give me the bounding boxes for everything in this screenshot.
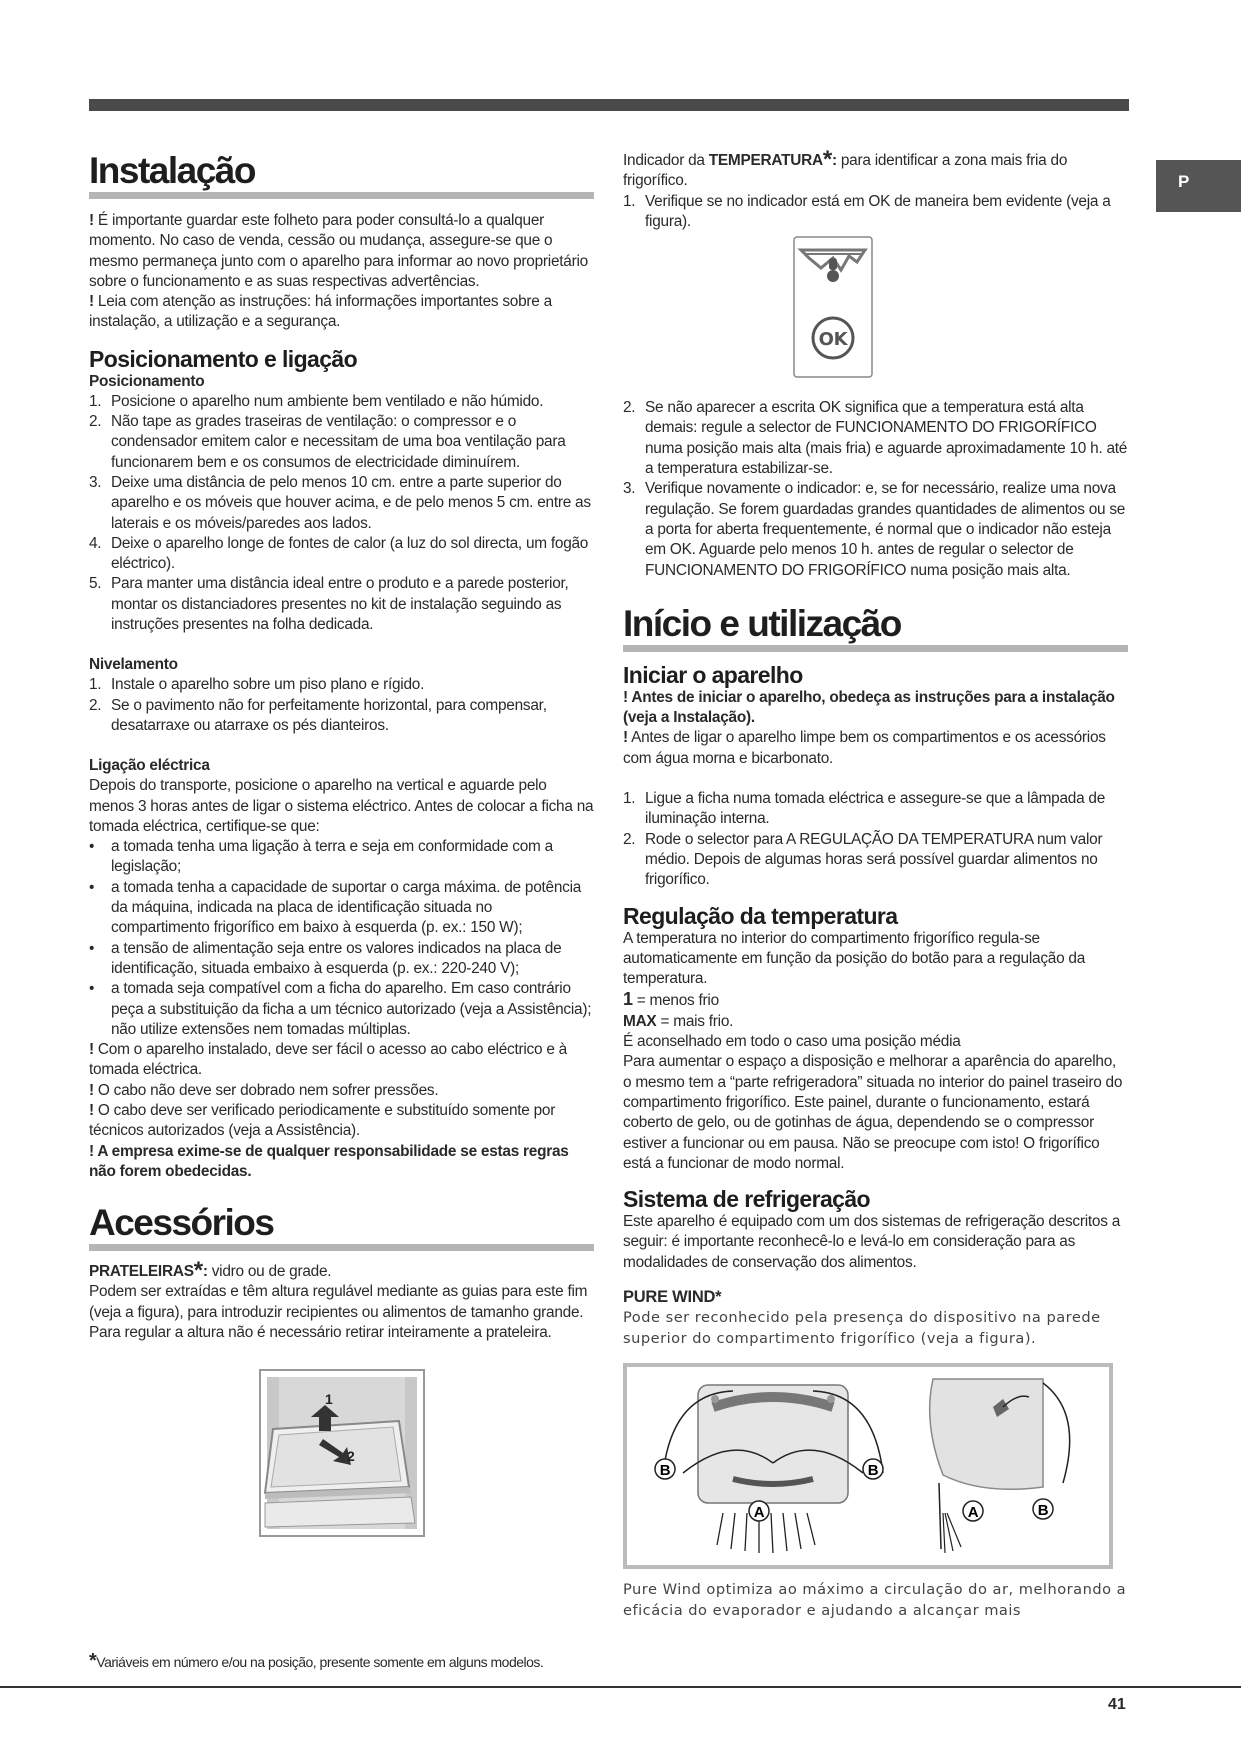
shelf-figure [259, 1369, 425, 1537]
ok-label: OK [818, 329, 848, 351]
left-column [89, 150, 594, 1537]
fig-label-a-right: A [967, 1503, 979, 1521]
list-item: 3. Verifique novamente o indicador: e, se for necessário, realize uma nova regulação. Se forem guardadas grandes quantidades de alimentos ou se a porta for aberta frequentemente, é normal que o indicador não esteja em OK. Aguarde pelo menos 10 h. antes de regular o selector de FUNCIONAMENTO DO FRIGORÍFICO numa posição mais alta. [623, 480, 1126, 579]
list-item: 2. Rode o selector para A REGULAÇÃO DA TEMPERATURA num valor médio. Depois de algumas horas será possível guardar alimentos no frigorífico. [623, 830, 1103, 889]
ligacao-bullet-list [89, 837, 594, 1040]
language-tab: P [1156, 160, 1241, 212]
right-column [623, 146, 1128, 1621]
ligacao-subheading: Ligação eléctrica [89, 757, 210, 775]
regulacao-p3: Para aumentar o espaço a disposição e melhorar a aparência do aparelho, o mesmo tem a “parte refrigeradora” situada no interior do painel traseiro do compartimento frigorífico. Este painel, durante o funcionamento, estará coberto de gelo, ou de gotinhas de água, dependendo se o compressor estiver a funcionar ou em pausa. Não se preocupe com isto! O frigorífico está a funcionar de modo normal. [623, 1053, 1123, 1172]
subsection-title-sistema: Sistema de refrigeração [623, 1186, 870, 1213]
regulacao-p2: É aconselhado em todo o caso uma posição média [623, 1033, 961, 1051]
fig-label-1: 1 [325, 1391, 333, 1408]
list-item: 2. Se o pavimento não for perfeitamente horizontal, para compensar, desatarraxe ou atarraxe os pés dianteiros. [89, 696, 547, 734]
list-item: • a tomada tenha a capacidade de suportar o carga máxima. de potência da máquina, indicada na placa de identificação situada no compartimento frigorífico em baixo à esquerda (p. ex.: 150 W); [89, 878, 582, 937]
instalacao-paragraph-2: ! Leia com atenção as instruções: há informações importantes sobre a instalação, a utilização e a segurança. [89, 293, 552, 331]
section-title-acessorios: Acessórios [89, 1202, 594, 1251]
list-item: 3. Deixe uma distância de pelo menos 10 cm. entre a parte superior do aparelho e os móveis que houver acima, e de pelo menos 5 cm. entre as laterais e os móveis/paredes aos lados. [89, 473, 591, 532]
ligacao-warning-bold: ! A empresa exime-se de qualquer responsabilidade se estas regras não forem obedecidas. [89, 1142, 569, 1180]
list-item: • a tomada tenha uma ligação à terra e seja em conformidade com a legislação; [89, 838, 553, 876]
prateleiras-text: Podem ser extraídas e têm altura regulável mediante as guias para este fim (veja a figura), para introduzir recipientes ou alimentos de tamanho grande. Para regular a altura não é necessário retirar inteiramente a prateleira. [89, 1283, 588, 1342]
instalacao-paragraph-1: ! É importante guardar este folheto para poder consultá-lo a qualquer momento. No caso de venda, cessão ou mudança, assegure-se que o mesmo permaneça junto com o aparelho para informar ao novo proprietário sobre o funcionamento e as suas respectivas advertências. [89, 212, 588, 290]
page-number: 41 [1108, 1696, 1126, 1713]
bottom-rule [0, 1686, 1241, 1688]
indicador-list-1 [623, 192, 1128, 233]
section-title-instalacao: Instalação [89, 150, 594, 199]
list-item: 4. Deixe o aparelho longe de fontes de calor (a luz do sol directa, um fogão eléctrico). [89, 534, 589, 573]
temperature-indicator-figure [793, 236, 873, 378]
subsection-title-posicionamento: Posicionamento e ligação [89, 345, 358, 372]
section-title-inicio: Início e utilização [623, 603, 1128, 652]
posicionamento-subheading: Posicionamento [89, 372, 205, 390]
footnote: *Variáveis em número e/ou na posição, presente somente em alguns modelos. [89, 1650, 544, 1672]
prateleiras-label-line: PRATELEIRAS*: vidro ou de grade. [89, 1257, 332, 1285]
indicador-intro: Indicador da TEMPERATURA*: para identificar a zona mais fria do frigorífico. [623, 146, 1068, 190]
list-item: 1. Verifique se no indicador está em OK de maneira bem evidente (veja a figura). [623, 192, 1111, 230]
sistema-p1: Este aparelho é equipado com um dos sistemas de refrigeração descritos a seguir: é importante reconhecê-lo e levá-lo em consideração para as modalidades de conservação dos alimentos. [623, 1213, 1121, 1271]
list-item: 1. Instale o aparelho sobre um piso plano e rígido. [89, 676, 425, 694]
warning-mark: ! [89, 212, 94, 229]
subsection-title-regulacao: Regulação da temperatura [623, 902, 898, 929]
top-rule [89, 99, 1129, 111]
ligacao-warning-3: ! O cabo deve ser verificado periodicamente e substituído somente por técnicos autorizados (veja a Assistência). [89, 1101, 556, 1140]
list-item: 2. Não tape as grades traseiras de ventilação: o compressor e o condensador emitem calor e necessitam de uma boa ventilação para funcionarem bem e os consumos de electricidade diminuírem. [89, 413, 566, 471]
pure-wind-heading: PURE WIND* [623, 1287, 722, 1306]
ligacao-warning-2: ! O cabo não deve ser dobrado nem sofrer pressões. [89, 1081, 439, 1099]
fig-label-b-right: B [867, 1461, 879, 1479]
regulacao-one: 1 = menos frio [623, 989, 719, 1010]
regulacao-p1: A temperatura no interior do compartimento frigorífico regula-se automaticamente em função da posição do botão para a regulação da temperatura. [623, 929, 1086, 988]
regulacao-max: MAX = mais frio. [623, 1012, 734, 1030]
inicio-warning-bold: ! Antes de iniciar o aparelho, obedeça as instruções para a instalação (veja a Instalação). [623, 688, 1115, 727]
warning-mark: ! [89, 293, 94, 311]
posicionamento-list [89, 392, 594, 636]
list-item: • a tomada seja compatível com a ficha do aparelho. Em caso contrário peça a substituição da ficha a um técnico autorizado (veja a Assistência); não utilize extensões nem tomadas múltiplas. [89, 980, 592, 1038]
fig-label-a-left: A [753, 1503, 765, 1521]
fig-label-2: 2 [347, 1448, 355, 1465]
list-item: • a tensão de alimentação seja entre os valores indicados na placa de identificação, situada embaixo à esquerda (p. ex.: 220-240 V); [89, 939, 562, 977]
pure-wind-text-2: Pure Wind optimiza ao máximo a circulação do ar, melhorando a eficácia do evaporador e ajudando a alcançar mais [623, 1580, 1127, 1619]
indicador-list-2 [623, 398, 1128, 581]
ligacao-intro: Depois do transporte, posicione o aparelho na vertical e aguarde pelo menos 3 horas antes de ligar o sistema eléctrico. Antes de colocar a ficha na tomada eléctrica, certifique-se que: [89, 777, 594, 835]
list-item: 1. Ligue a ficha numa tomada eléctrica e assegure-se que a lâmpada de iluminação interna. [623, 790, 1106, 828]
list-item: 5. Para manter uma distância ideal entre o produto e a parede posterior, montar os distanciadores presentes no kit de instalação seguindo as instruções presentes na folha dedicada. [89, 575, 569, 634]
pure-wind-text: Pode ser reconhecido pela presença do dispositivo na parede superior do compartimento frigorífico (veja a figura). [623, 1308, 1101, 1347]
fig-label-b-side: B [1037, 1501, 1049, 1519]
nivelamento-list [89, 675, 594, 736]
nivelamento-subheading: Nivelamento [89, 656, 178, 674]
ligacao-warning-1: ! Com o aparelho instalado, deve ser fácil o acesso ao cabo eléctrico e à tomada eléctrica. [89, 1041, 567, 1079]
pure-wind-figure [623, 1363, 1113, 1569]
subsection-title-iniciar: Iniciar o aparelho [623, 661, 803, 688]
inicio-warning: ! Antes de ligar o aparelho limpe bem os compartimentos e os acessórios com água morna e bicarbonato. [623, 729, 1106, 767]
list-item: 1. Posicione o aparelho num ambiente bem ventilado e não húmido. [89, 392, 544, 410]
fig-label-b-left: B [659, 1461, 671, 1479]
list-item: 2. Se não aparecer a escrita OK significa que a temperatura está alta demais: regule a selector de FUNCIONAMENTO DO FRIGORÍFICO numa posição mais alta (mais fria) e aguarde aproximadamente 10 h. até a temperatura estabilizar-se. [623, 399, 1128, 478]
inicio-list [623, 789, 1128, 890]
